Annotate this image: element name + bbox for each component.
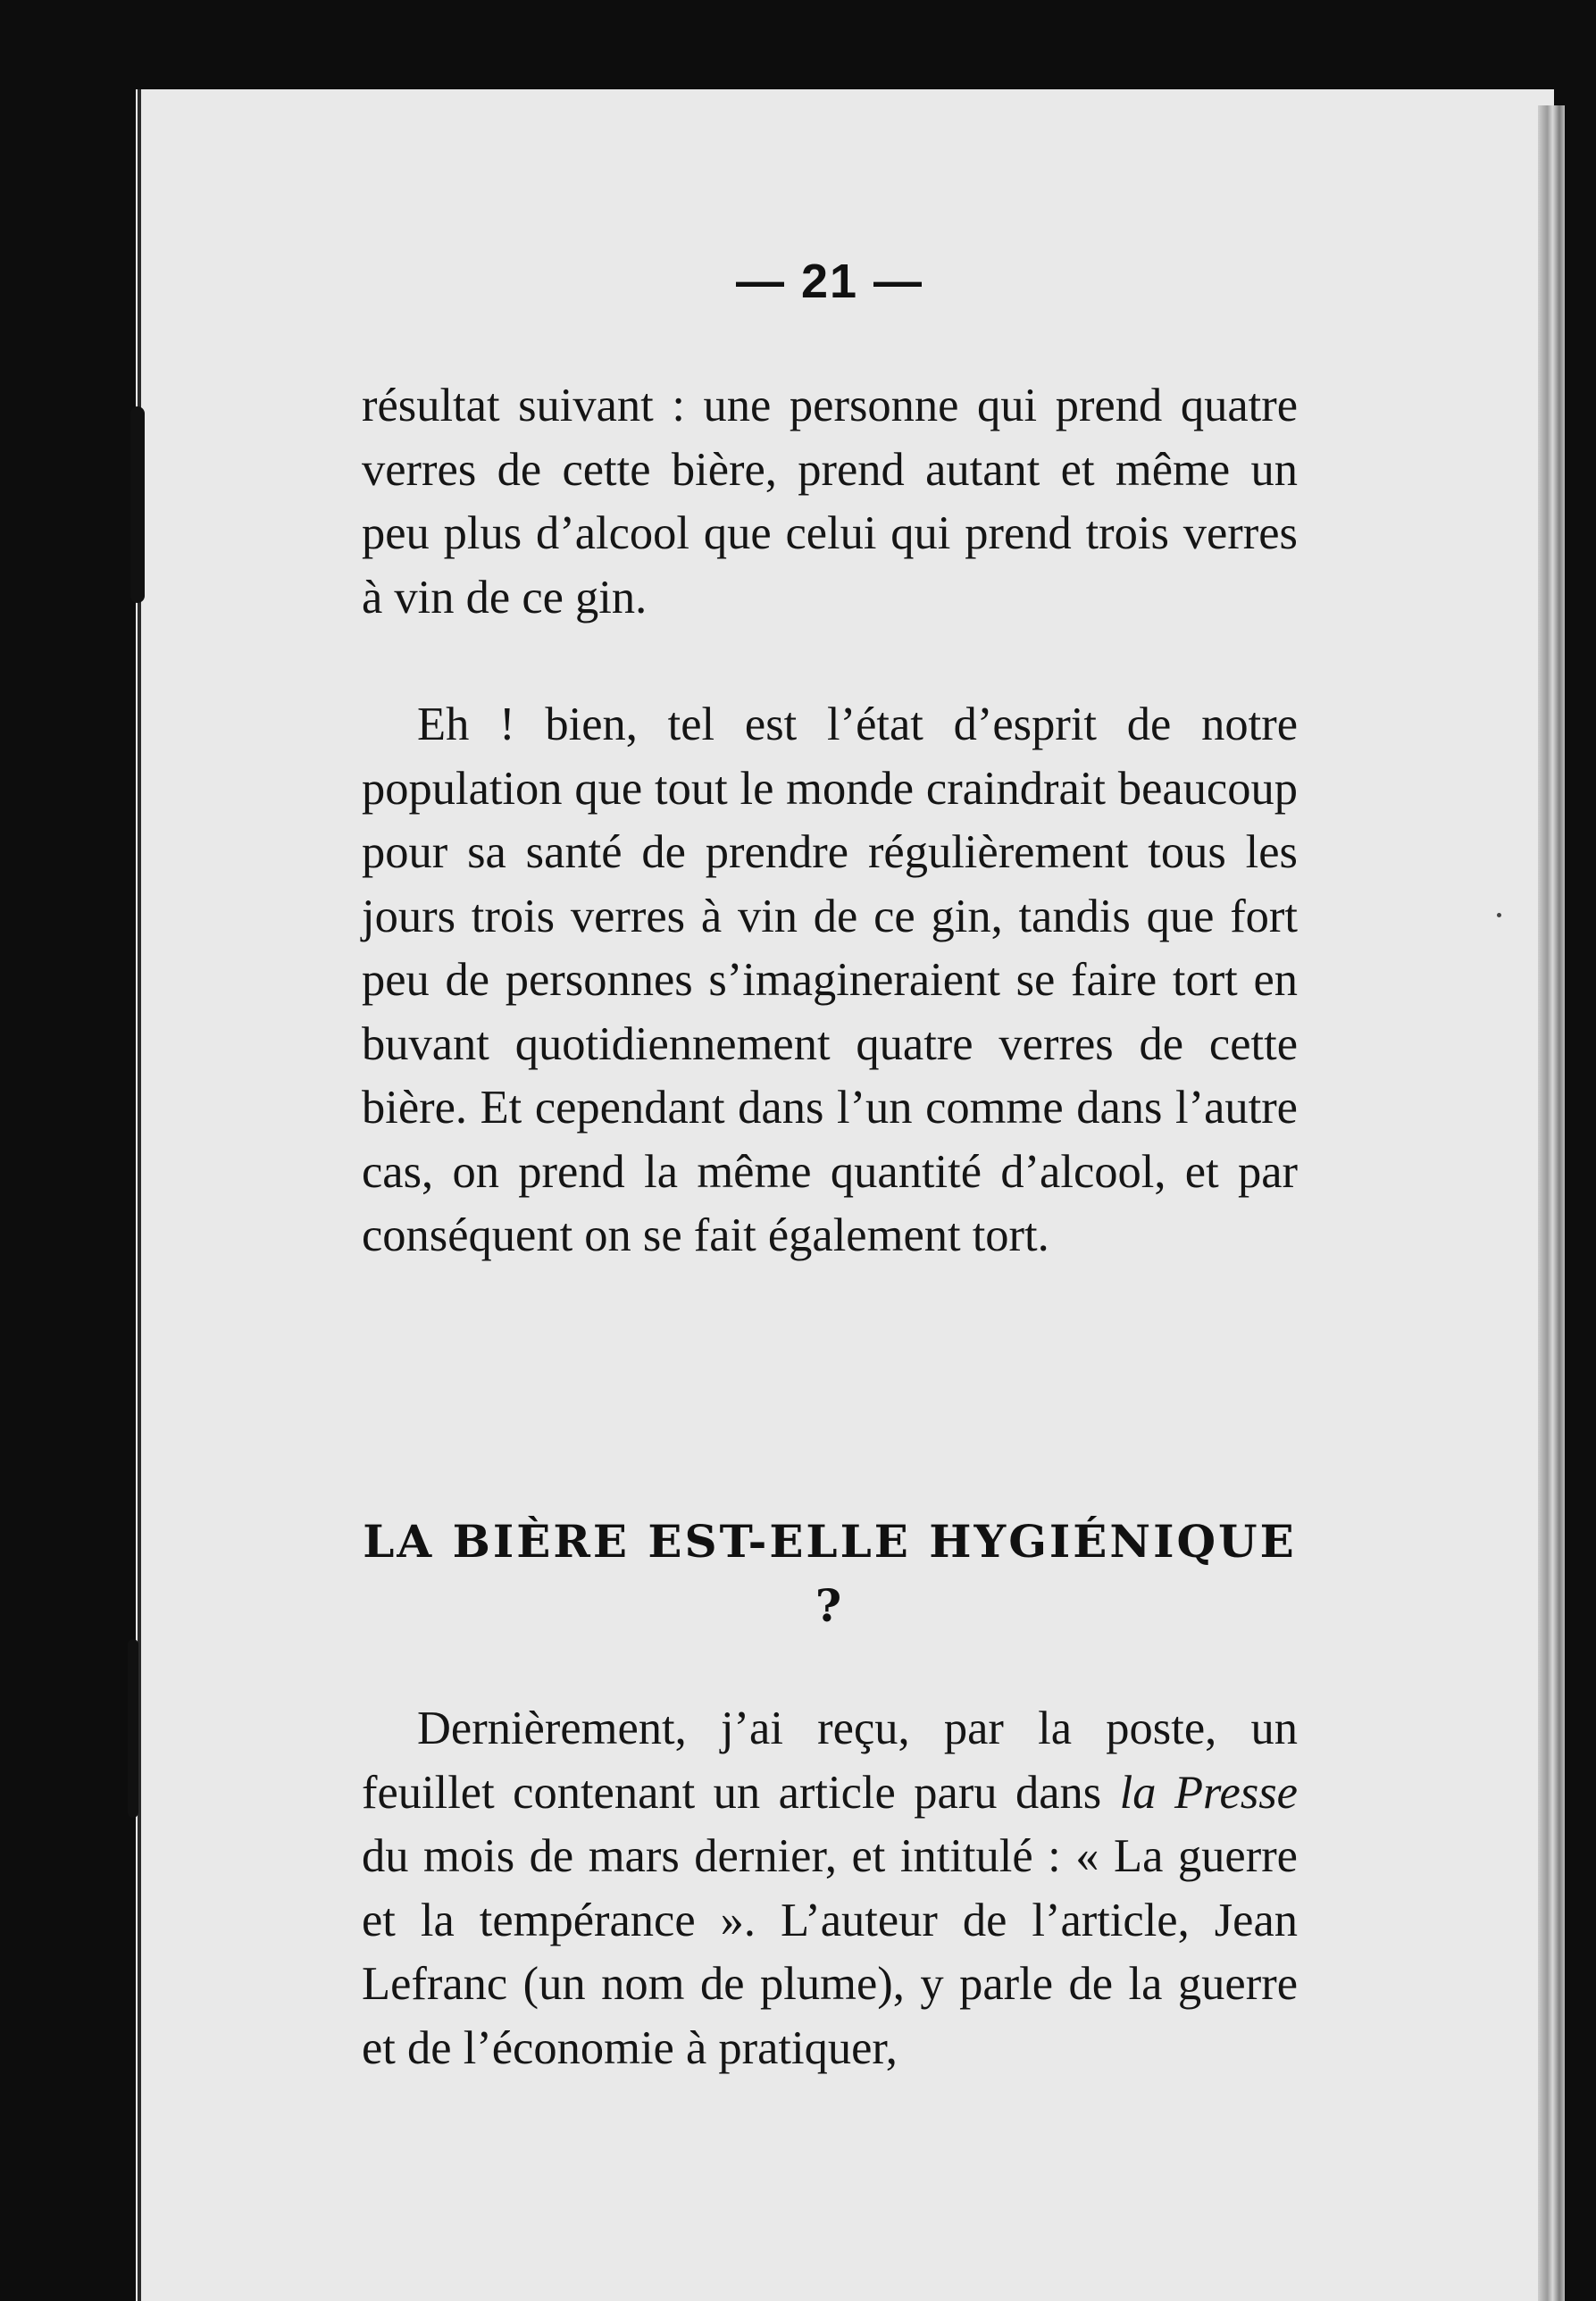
paragraph-text: du mois de mars dernier, et intitulé : « La guerre et la tempérance ». L’auteur de l’article, Jean Lefranc (un nom de plume), y parle de la guerre et de l’économie à pratiquer, xyxy=(362,1830,1298,2074)
paragraph: Eh ! bien, tel est l’état d’esprit de notre population que tout le monde craindrait beaucoup pour sa santé de prendre régulièrement tous les jours trois verres à vin de ce gin, tandis que fort peu de personnes s’imagineraient se faire tort en buvant quotidiennement quatre verres de cette bière. Et cependant dans l’un comme dans l’autre cas, on prend la même quantité d’alcool, et par conséquent on se fait également tort. xyxy=(362,699,1298,1261)
publication-title: la Presse xyxy=(1119,1766,1298,1819)
paragraph: résultat suivant : une personne qui prend quatre verres de cette bière, prend autant et même un peu plus d’alcool que celui qui prend trois verres à vin de ce gin. xyxy=(362,380,1298,623)
paragraph-text: Dernièrement, j’ai reçu, par la poste, un feuillet contenant un article paru dans xyxy=(362,1703,1298,1819)
page-edge xyxy=(1538,105,1565,2301)
speck xyxy=(1497,913,1501,917)
section-heading: LA BIÈRE EST-ELLE HYGIÉNIQUE ? xyxy=(363,1515,1297,1632)
page-number: — 21 — xyxy=(735,255,924,308)
binding-mark xyxy=(128,1639,138,1818)
paragraph xyxy=(362,1697,1298,2080)
binding-mark xyxy=(130,406,145,603)
